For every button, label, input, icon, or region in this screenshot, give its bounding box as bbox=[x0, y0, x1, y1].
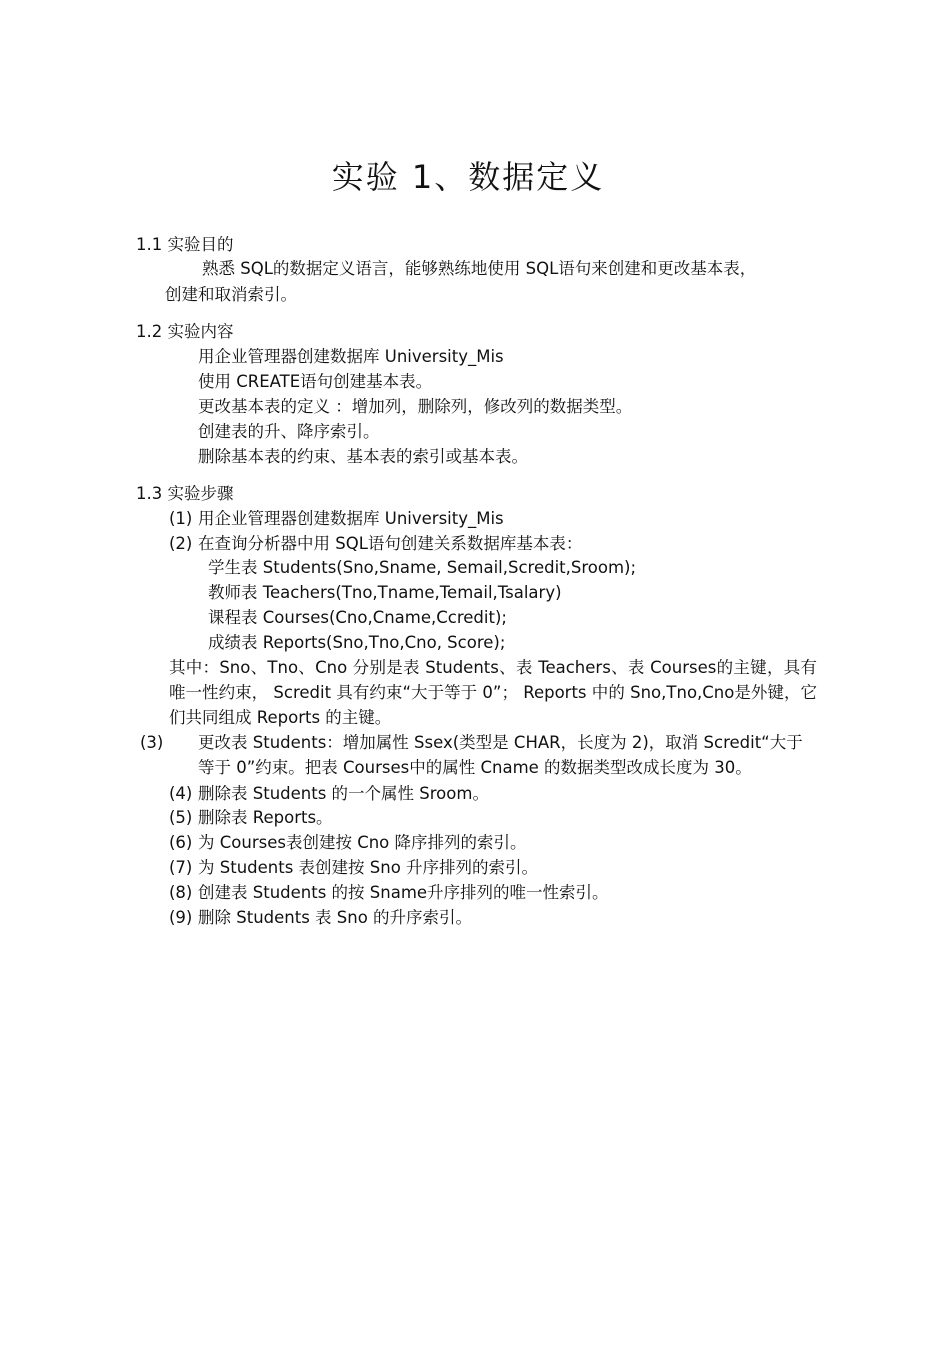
step-7 bbox=[169, 857, 538, 879]
step-text: 为 Courses表创建按 Cno 降序排列的索引。 bbox=[198, 833, 527, 852]
purpose-paragraph-line-1: 熟悉 SQL的数据定义语言，能够熟练地使用 SQL语句来创建和更改基本表， bbox=[202, 259, 757, 278]
step-number: (4) bbox=[169, 784, 193, 803]
table-definition: 成绩表 Reports(Sno,Tno,Cno, Score); bbox=[208, 633, 506, 652]
step-text: 删除 Students 表 Sno 的升序索引。 bbox=[198, 908, 473, 927]
content-item: 用企业管理器创建数据库 University_Mis bbox=[198, 347, 504, 366]
purpose-paragraph-line-2: 创建和取消索引。 bbox=[165, 285, 297, 304]
section-heading-content: 1.2 实验内容 bbox=[136, 322, 234, 341]
content-item: 创建表的升、降序索引。 bbox=[198, 422, 380, 441]
step-number: (6) bbox=[169, 833, 193, 852]
table-definition: 教师表 Teachers(Tno,Tname,Temail,Tsalary) bbox=[208, 583, 562, 602]
step-text: 在查询分析器中用 SQL语句创建关系数据库基本表： bbox=[198, 534, 583, 553]
step-number: (3) bbox=[140, 733, 164, 752]
page-title: 实验 1、数据定义 bbox=[331, 158, 605, 196]
step-9 bbox=[169, 907, 472, 929]
step-8 bbox=[169, 882, 609, 904]
step-3 bbox=[140, 730, 815, 780]
table-definition: 课程表 Courses(Cno,Cname,Ccredit); bbox=[208, 608, 507, 627]
step-text: 用企业管理器创建数据库 University_Mis bbox=[198, 509, 504, 528]
step-number: (2) bbox=[169, 534, 193, 553]
step-5 bbox=[169, 807, 333, 829]
step-1 bbox=[169, 508, 504, 530]
step-text: 删除表 Students 的一个属性 Sroom。 bbox=[198, 784, 489, 803]
key-constraints-note: 其中：Sno、Tno、Cno 分别是表 Students、表 Teachers、表 Courses的主键，具有唯一性约束， Scredit 具有约束“大于等于 0”； Reports 中的 Sno,Tno,Cno是外键，它们共同组成 Reports 的主键。 bbox=[169, 658, 817, 727]
step-text: 更改表 Students：增加属性 Ssex(类型是 CHAR，长度为 2)，取消 Scredit“大于等于 0”约束。把表 Courses中的属性 Cname 的数据类型改成长度为 30。 bbox=[198, 733, 803, 777]
step-number: (9) bbox=[169, 908, 193, 927]
section-heading-steps: 1.3 实验步骤 bbox=[136, 484, 234, 503]
step-text: 为 Students 表创建按 Sno 升序排列的索引。 bbox=[198, 858, 539, 877]
step-text: 创建表 Students 的按 Sname升序排列的唯一性索引。 bbox=[198, 883, 609, 902]
step-6 bbox=[169, 832, 527, 854]
step-2 bbox=[169, 533, 582, 555]
step-number: (7) bbox=[169, 858, 193, 877]
table-definition: 学生表 Students(Sno,Sname, Semail,Scredit,Sroom); bbox=[208, 558, 637, 577]
step-number: (1) bbox=[169, 509, 193, 528]
step-text: 删除表 Reports。 bbox=[198, 808, 333, 827]
content-item: 更改基本表的定义 ：增加列，删除列，修改列的数据类型。 bbox=[198, 397, 633, 416]
content-item: 删除基本表的约束、基本表的索引或基本表。 bbox=[198, 447, 528, 466]
step-number: (5) bbox=[169, 808, 193, 827]
step-4 bbox=[169, 783, 489, 805]
step-number: (8) bbox=[169, 883, 193, 902]
section-heading-purpose: 1.1 实验目的 bbox=[136, 235, 234, 254]
content-item: 使用 CREATE语句创建基本表。 bbox=[198, 372, 433, 391]
